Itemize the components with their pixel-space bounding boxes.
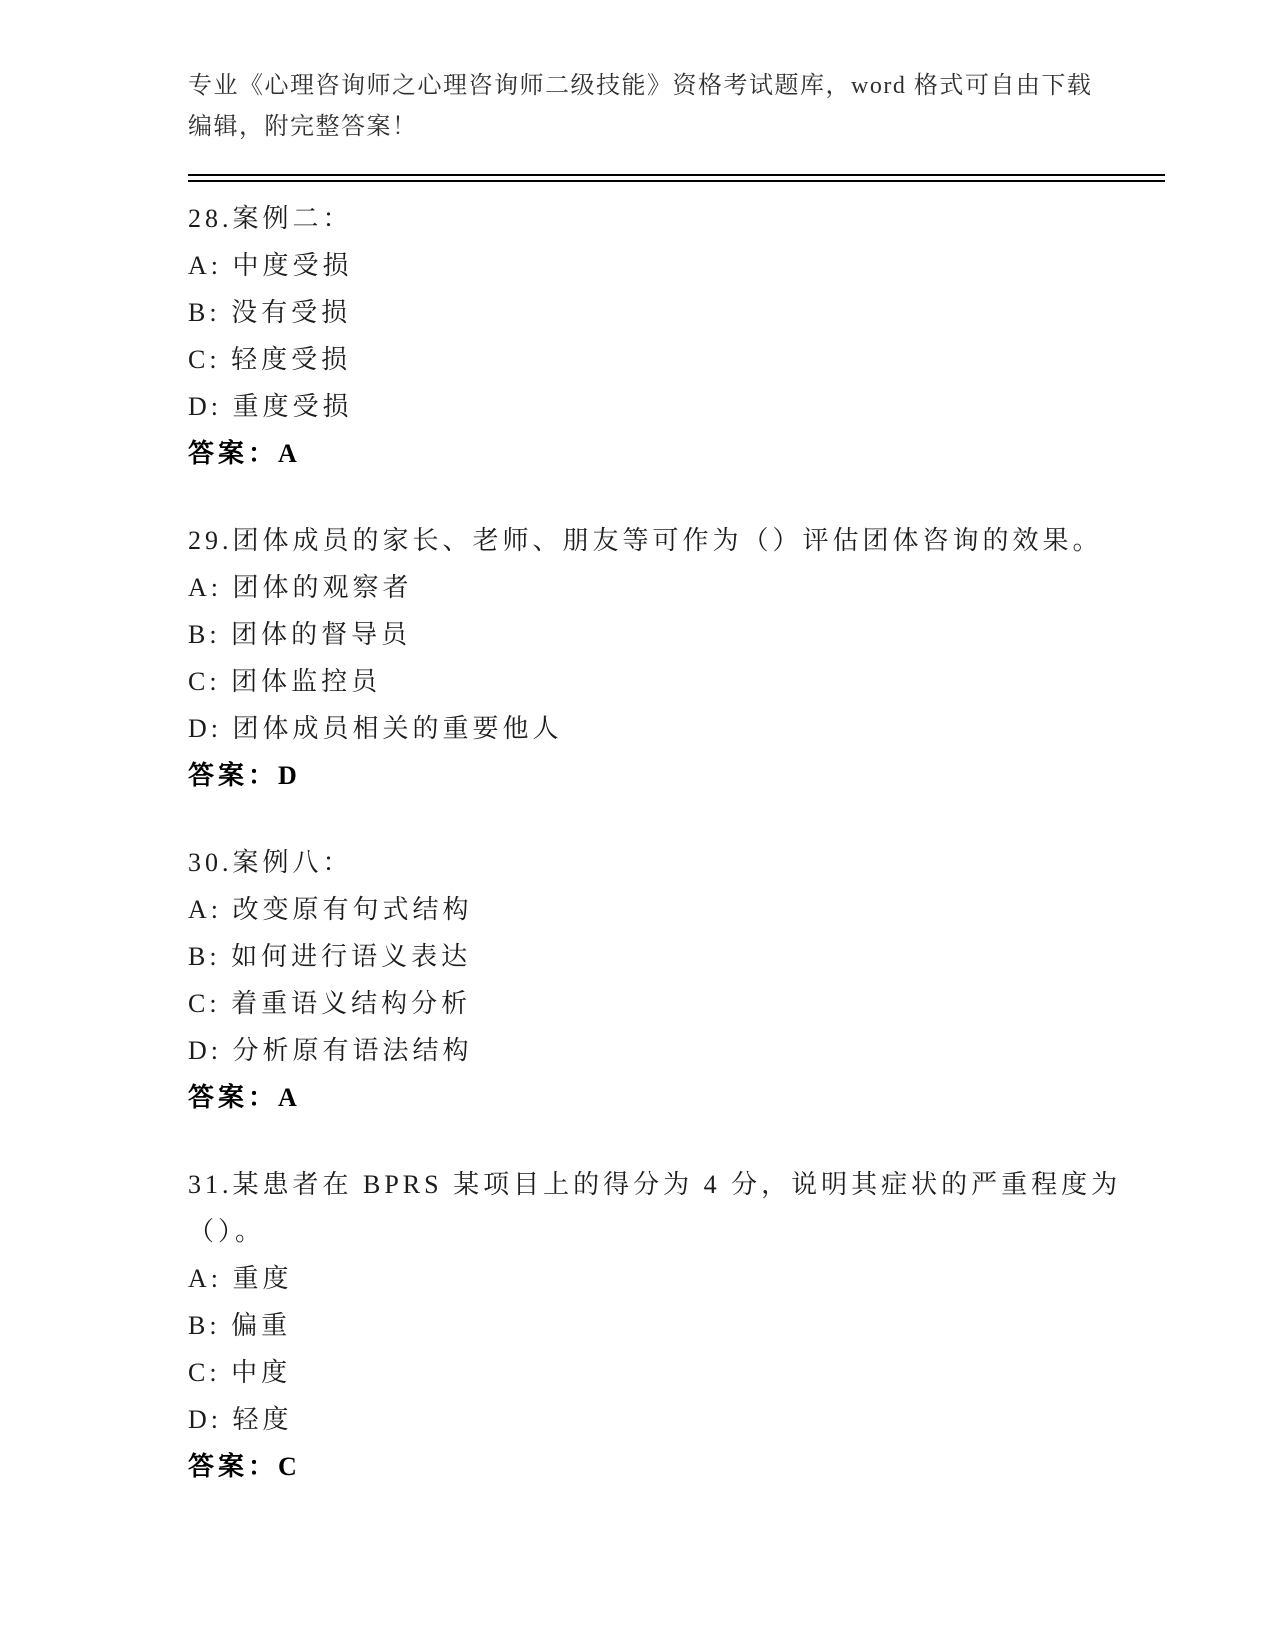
question-28-title: 28.案例二： (188, 204, 353, 233)
question-31-title-line-1: 31.某患者在 BPRS 某项目上的得分为 4 分，说明其症状的严重程度为 (188, 1170, 1122, 1199)
header-line-1: 专业《心理咨询师之心理咨询师二级技能》资格考试题库，word 格式可自由下载 (188, 73, 1093, 99)
question-31-option-b: B: 偏重 (188, 1311, 292, 1340)
question-30-title: 30.案例八： (188, 848, 353, 877)
question-30 (188, 839, 1165, 1121)
question-28-option-b: B: 没有受损 (188, 298, 352, 327)
question-31-answer: 答案：C (188, 1452, 301, 1481)
question-29-option-c: C: 团体监控员 (188, 667, 382, 696)
question-31-option-a: A: 重度 (188, 1264, 293, 1293)
question-28-option-d: D: 重度受损 (188, 392, 353, 421)
question-30-answer: 答案：A (188, 1083, 301, 1112)
question-28-option-c: C: 轻度受损 (188, 345, 352, 374)
question-29 (188, 517, 1165, 799)
question-30-option-a: A: 改变原有句式结构 (188, 895, 473, 924)
document-header (188, 66, 1165, 148)
question-29-option-d: D: 团体成员相关的重要他人 (188, 714, 563, 743)
header-divider (188, 174, 1165, 182)
question-29-option-a: A: 团体的观察者 (188, 573, 413, 602)
header-line-2: 编辑，附完整答案！ (188, 114, 418, 140)
question-31-option-c: C: 中度 (188, 1358, 292, 1387)
question-28 (188, 195, 1165, 477)
question-31-option-d: D: 轻度 (188, 1405, 293, 1434)
question-28-answer: 答案：A (188, 439, 301, 468)
question-31 (188, 1161, 1165, 1490)
question-30-option-b: B: 如何进行语义表达 (188, 942, 472, 971)
question-29-title: 29.团体成员的家长、老师、朋友等可作为（）评估团体咨询的效果。 (188, 526, 1103, 555)
question-29-answer: 答案：D (188, 761, 301, 790)
question-30-option-d: D: 分析原有语法结构 (188, 1036, 473, 1065)
question-28-option-a: A: 中度受损 (188, 251, 353, 280)
question-31-title-line-2: （）。 (188, 1217, 266, 1246)
question-29-option-b: B: 团体的督导员 (188, 620, 412, 649)
document-content (188, 0, 1165, 1490)
question-30-option-c: C: 着重语义结构分析 (188, 989, 472, 1018)
